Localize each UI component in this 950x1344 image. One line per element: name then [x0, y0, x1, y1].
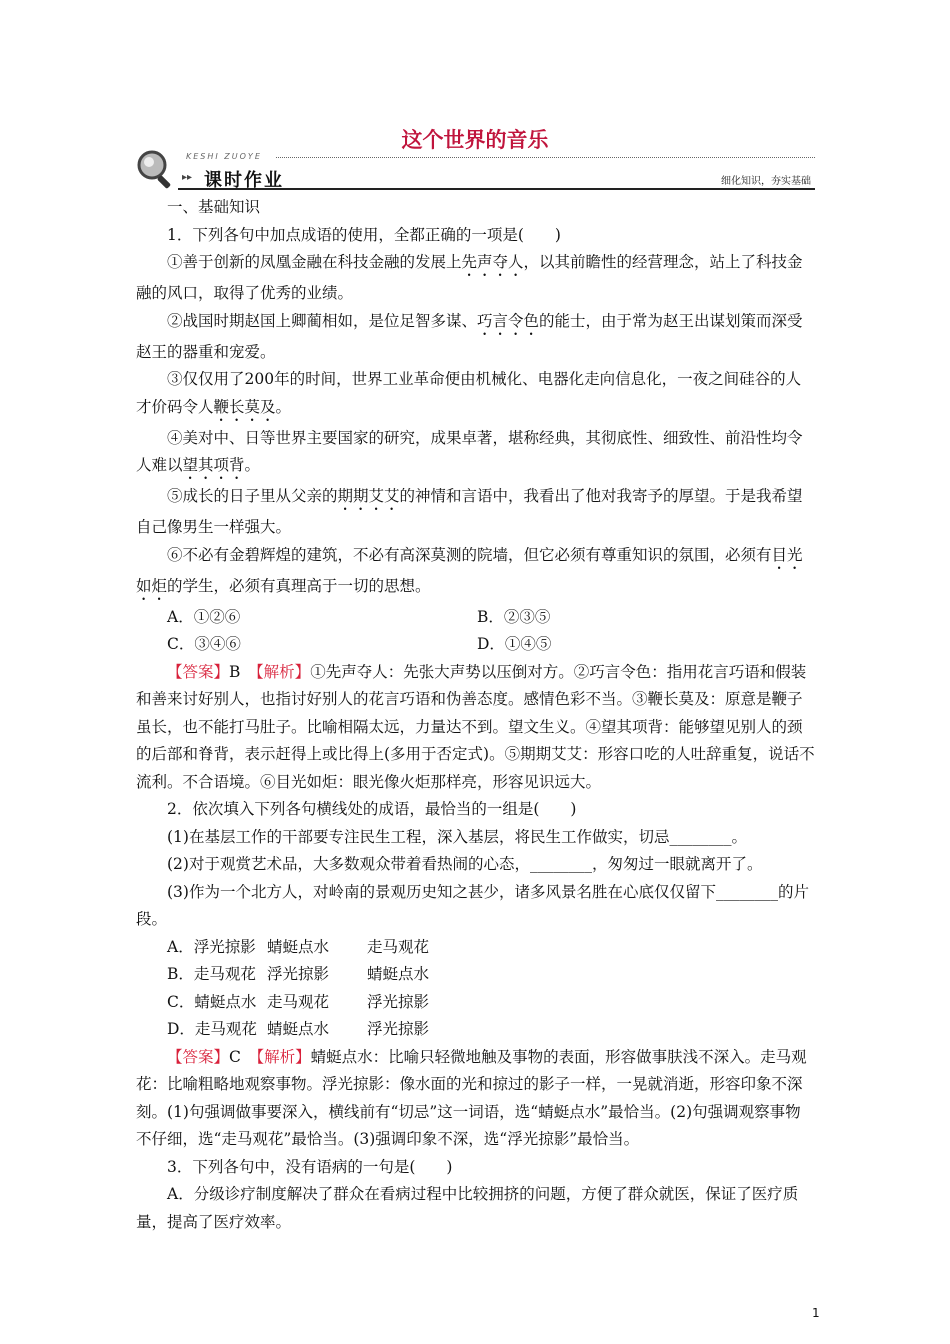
- option-text: 浮光掠影: [367, 992, 430, 1011]
- option-text: A．浮光掠影: [167, 937, 256, 956]
- page-title: 这个世界的音乐: [401, 128, 549, 152]
- dotted-idiom: 巧言令色: [477, 311, 540, 330]
- text: ⑥不必有金碧辉煌的建筑，不必有高深莫测的院墙，但它必须有尊重知识的氛围，必须有: [167, 545, 772, 564]
- section-banner: [134, 146, 815, 192]
- option-text: 走马观花: [267, 992, 330, 1011]
- magnifier-icon: [134, 148, 178, 190]
- dotted-idiom: 鞭长莫及: [213, 397, 276, 416]
- page-number: 1: [812, 1306, 820, 1320]
- text: ③仅仅用了200年的时间，世界工业革命便由机械化、电器化走向信息化，一夜之间硅谷的人才价码令人: [136, 370, 802, 416]
- answer-label: 【答案】: [167, 662, 230, 681]
- dotted-idiom: 望其项背: [182, 456, 245, 474]
- text: 的神情和言语中，我看出了他对我寄予的厚望。于是我希望自己像男生一样强大。: [136, 487, 803, 536]
- option-text: 走马观花: [367, 937, 430, 956]
- option-text: 浮光掠影: [367, 1020, 430, 1038]
- answer-value: C: [229, 1047, 241, 1066]
- q2-sentence-2: (2)对于观赏艺术品，大多数观众带着看热闹的心态，________，匆匆过一眼就离开了。: [167, 855, 763, 873]
- analysis-text: 蜻蜓点水：比喻只轻微地触及事物的表面，形容做事肤浅不深入。走马观花：比喻粗略地观察事物。浮光掠影：像水面的光和掠过的影子一样，一晃就消逝，形容印象不深刻。(1)句强调做事要深入，横线前有“切忌”这一词语，选“蜻蜓点水”最恰当。(2)句强调观察事物不仔细，选“走马观花”最恰当。(3)强调印象不深，选“浮光掠影”最恰当。: [136, 1047, 807, 1148]
- q1-stem: 1．下列各句中加点成语的使用，全都正确的一项是( ): [167, 225, 561, 244]
- analysis-text: ①先声夺人：先张大声势以压倒对方。②巧言令色：指用花言巧语和假装和善来讨好别人，也指讨好别人的花言巧语和伪善态度。感情色彩不当。③鞭长莫及：原意是鞭子虽长，也不能打马肚子。比喻相隔太远，力量达不到。望文生义。④望其项背：能够望见别人的颈的后部和脊背，表示赶得上或比得上(多用于否定式)。⑤期期艾艾：形容口吃的人吐辞重复，说话不流利。不合语境。⑥目光如炬：眼光像火炬那样亮，形容见识远大。: [136, 662, 815, 791]
- option-text: B．走马观花: [167, 965, 256, 983]
- q2-option-c: [136, 989, 816, 1017]
- double-arrow-icon: ▸▸: [182, 172, 193, 183]
- banner-dotted-line: [276, 157, 815, 158]
- text: 。: [244, 456, 261, 474]
- text: 。: [275, 397, 292, 416]
- banner-rule: [178, 188, 815, 190]
- q1-option-a: A．①②⑥: [167, 607, 241, 626]
- analysis-label: 【解析】: [255, 662, 311, 681]
- q1-sentence-6: [136, 542, 816, 604]
- text: ①善于创新的凤凰金融在科技金融的发展上: [167, 253, 462, 271]
- q1-options-row-2: [136, 631, 816, 659]
- dotted-idiom: 目光如炬: [136, 545, 803, 595]
- option-text: 蜻蜓点水: [267, 937, 330, 956]
- text: ，以其前瞻性的经营理念，站上了科技金融的风口，取得了优秀的业绩。: [136, 253, 803, 302]
- option-text: 蜻蜓点水: [267, 1020, 330, 1038]
- q2-answer: [136, 1044, 816, 1154]
- option-text: C．蜻蜓点水: [167, 992, 257, 1011]
- text: 的能士，由于常为赵王出谋划策而深受赵王的器重和宠爱。: [136, 311, 803, 361]
- q2-sentence-3: (3)作为一个北方人，对岭南的景观历史知之甚少，诸多风景名胜在心底仅仅留下________的片段。: [136, 882, 809, 928]
- text: 的学生，必须有真理高于一切的思想。: [167, 576, 431, 595]
- q3-stem: 3．下列各句中，没有语病的一句是( ): [167, 1157, 453, 1176]
- dotted-idiom: 期期艾艾: [337, 487, 400, 505]
- q1-sentence-3: [136, 366, 816, 425]
- q2-sentence-1: (1)在基层工作的干部要专注民生工程，深入基层，将民生工作做实，切忌________。: [167, 827, 747, 846]
- text: ⑤成长的日子里从父亲的: [167, 487, 338, 505]
- worksheet-content: [136, 194, 816, 1236]
- dotted-idiom: 先声夺人: [461, 253, 524, 271]
- text: ④美对中、日等世界主要国家的研究，成果卓著，堪称经典，其彻底性、细致性、前沿性均令人难以: [136, 428, 803, 474]
- q1-sentence-1: [136, 249, 816, 308]
- q1-sentence-2: [136, 308, 816, 367]
- analysis-label: 【解析】: [256, 1047, 311, 1066]
- q1-options-row-1: [136, 604, 816, 632]
- section-title: 一、基础知识: [167, 198, 261, 216]
- option-text: 蜻蜓点水: [367, 965, 430, 983]
- q1-option-d: D．①④⑤: [477, 635, 552, 653]
- banner-motto: 细化知识，夯实基础: [721, 176, 811, 187]
- q2-option-a: [136, 934, 816, 962]
- q1-option-b: B．②③⑤: [477, 607, 551, 626]
- option-text: D．走马观花: [167, 1020, 257, 1038]
- answer-label: 【答案】: [167, 1047, 230, 1066]
- answer-value: B: [229, 662, 241, 681]
- q3-option-a: A．分级诊疗制度解决了群众在看病过程中比较拥挤的问题，方便了群众就医，保证了医疗质量，提高了医疗效率。: [136, 1185, 799, 1231]
- q1-answer: [136, 659, 816, 797]
- q1-sentence-5: [136, 483, 816, 542]
- q2-option-b: [136, 961, 816, 989]
- option-text: 浮光掠影: [267, 965, 330, 983]
- banner-heading: 课时作业: [204, 170, 284, 191]
- q2-stem: 2．依次填入下列各句横线处的成语，最恰当的一组是( ): [167, 800, 577, 818]
- q2-option-d: [136, 1016, 816, 1044]
- q1-sentence-4: [136, 425, 816, 484]
- banner-pinyin: KESHI ZUOYE: [186, 152, 262, 161]
- q1-option-c: C．③④⑥: [167, 635, 241, 653]
- text: ②战国时期赵国上卿蔺相如，是位足智多谋、: [167, 311, 478, 330]
